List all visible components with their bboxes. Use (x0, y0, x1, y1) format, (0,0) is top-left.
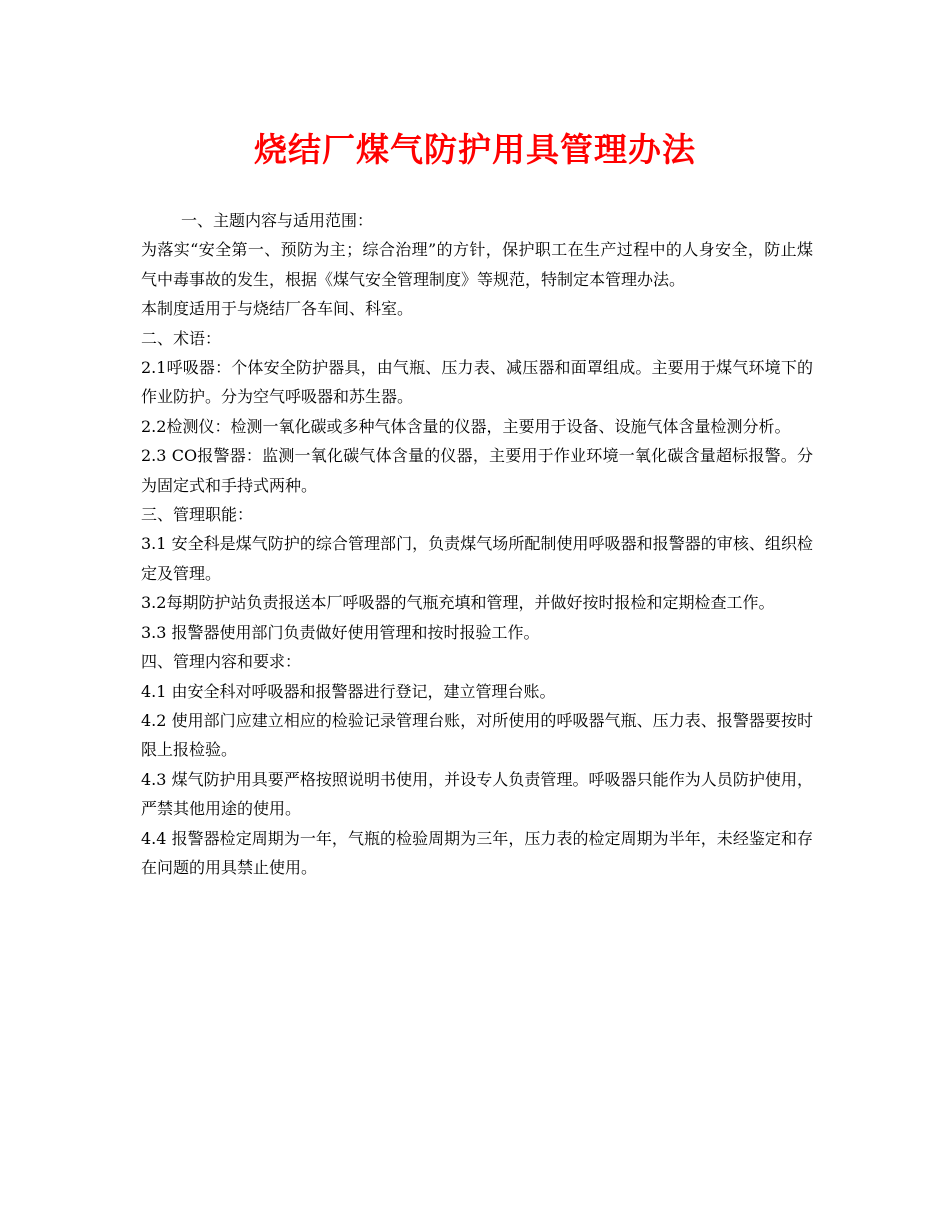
clause-4-3: 4.3 煤气防护用具要严格按照说明书使用，并设专人负责管理。呼吸器只能作为人员防护使用，严禁其他用途的使用。 (141, 769, 813, 819)
clause-4-1: 4.1 由安全科对呼吸器和报警器进行登记，建立管理台账。 (141, 681, 556, 701)
section-heading-terms: 二、术语： (141, 328, 222, 348)
section-heading-scope: 一、主题内容与适用范围： (181, 211, 374, 230)
clause-3-1: 3.1 安全科是煤气防护的综合管理部门，负责煤气场所配制使用呼吸器和报警器的审核、组织检定及管理。 (141, 534, 813, 583)
section-heading-requirements: 四、管理内容和要求： (141, 652, 302, 672)
document-title: 烧结厂煤气防护用具管理办法 (254, 130, 696, 169)
paragraph-applicability: 本制度适用于与烧结厂各车间、科室。 (141, 299, 414, 319)
document-body (141, 206, 813, 882)
clause-3-3: 3.3 报警器使用部门负责做好使用管理和按时报验工作。 (141, 622, 540, 642)
clause-2-3: 2.3 CO报警器：监测一氧化碳气体含量的仪器，主要用于作业环境一氧化碳含量超标报警。分为固定式和手持式两种。 (141, 446, 813, 495)
paragraph-purpose: 为落实“安全第一、预防为主；综合治理”的方针，保护职工在生产过程中的人身安全，防止煤气中毒事故的发生，根据《煤气安全管理制度》等规范，特制定本管理办法。 (141, 240, 813, 289)
section-heading-functions: 三、管理职能： (141, 505, 254, 525)
clause-4-2: 4.2 使用部门应建立相应的检验记录管理台账，对所使用的呼吸器气瓶、压力表、报警器要按时限上报检验。 (141, 710, 813, 760)
clause-3-2: 3.2每期防护站负责报送本厂呼吸器的气瓶充填和管理，并做好按时报检和定期检查工作。 (141, 593, 775, 613)
clause-2-1: 2.1呼吸器：个体安全防护器具，由气瓶、压力表、减压器和面罩组成。主要用于煤气环境下的作业防护。分为空气呼吸器和苏生器。 (141, 358, 813, 407)
clause-2-2: 2.2检测仪：检测一氧化碳或多种气体含量的仪器，主要用于设备、设施气体含量检测分析。 (141, 416, 791, 436)
clause-4-4: 4.4 报警器检定周期为一年，气瓶的检验周期为三年，压力表的检定周期为半年，未经鉴定和存在问题的用具禁止使用。 (141, 828, 813, 877)
